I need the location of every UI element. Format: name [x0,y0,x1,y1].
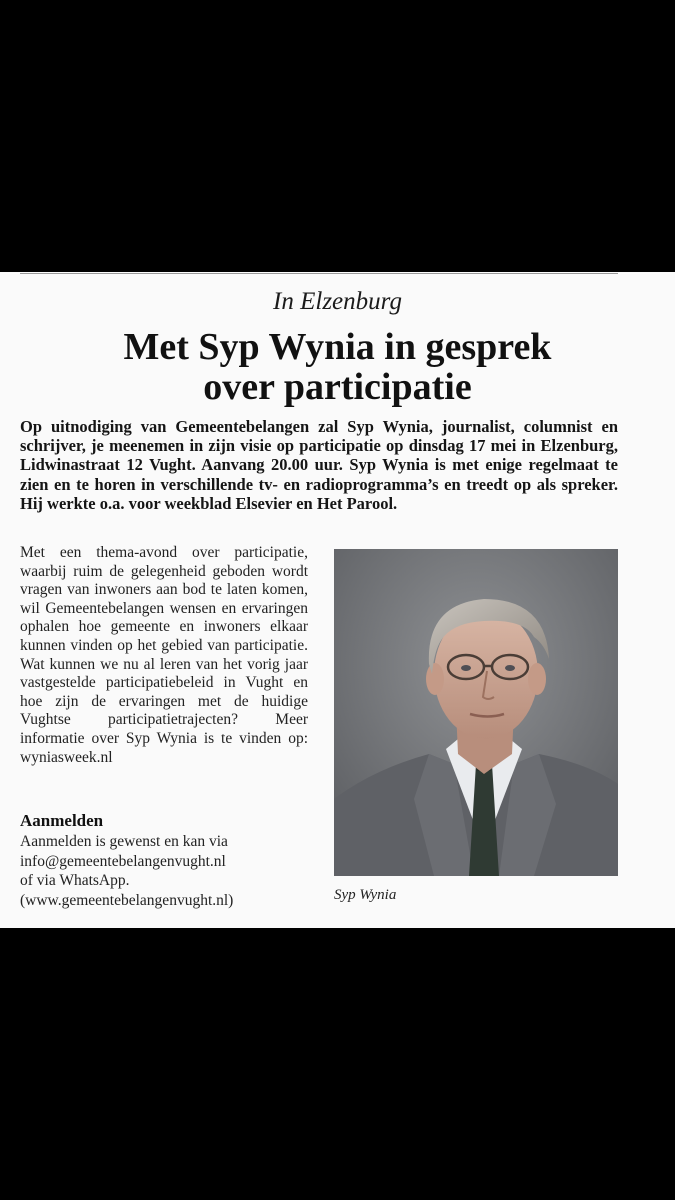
portrait-image [334,549,618,876]
signup-heading: Aanmelden [20,811,104,830]
signup-website: (www.gemeentebelangenvught.nl) [20,891,234,909]
lead-paragraph: Op uitnodiging van Gemeentebelangen zal Syp Wynia, journalist, columnist en schrijver, je meenemen in zijn visie op participatie op dinsdag 17 mei in Elzenburg, Lidwinastraat 12 Vught. Aanvang 20.00 uur. Syp Wynia is met enige regelmaat te zien en te horen in verschillende tv- en radioprogramma’s en treedt op als spreker. Hij werkte o.a. voor weekblad Elsevier en Het Parool. [20,417,618,513]
signup-line: Aanmelden is gewenst en kan via [20,833,228,850]
portrait-photo [334,549,618,876]
headline-line-2: over participatie [203,366,472,408]
signup-email: info@gemeentebelangenvught.nl [20,852,226,870]
headline [0,327,675,407]
body-paragraph: Met een thema-avond over participatie, waarbij ruim de gelegenheid geboden wordt vragen van inwoners aan bod te laten komen, wil Gemeentebelangen wensen en ervaringen ophalen hoe gemeente en inwoners elkaar kunnen vinden op het gebied van participatie. Wat kunnen we nu al leren van het vorig jaar vastgestelde participatiebeleid in Vught en hoe zijn de ervaringen met de huidige Vughtse participatietrajecten? Meer informatie over Syp Wynia is te vinden op: wyniasweek.nl [20,544,308,766]
top-rule [20,273,618,274]
newspaper-clipping [0,272,675,928]
headline-line-1: Met Syp Wynia in gesprek [123,326,552,368]
photo-caption: Syp Wynia [334,887,397,903]
signup-line: of via WhatsApp. [20,872,130,889]
kicker: In Elzenburg [273,288,402,315]
signup-text [20,832,320,910]
